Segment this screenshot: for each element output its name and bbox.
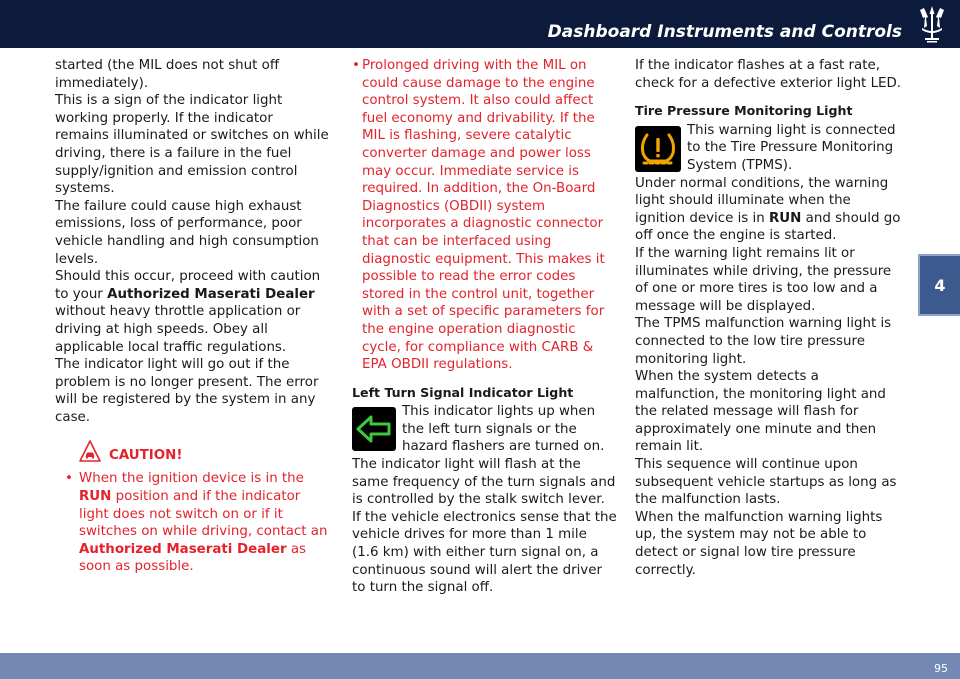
car-warning-icon (79, 440, 101, 464)
paragraph: If the vehicle electronics sense that the vehicle drives for more than 1 mile (1.6 km) with either turn signal on, a continuous sound will alert the driver to turn the signal off. (352, 509, 617, 596)
paragraph: This indicator lights up when the left turn signals or the hazard flashers are turned on. The indicator light will flash at the same frequency of the turn signals and is controlled by the stalk switch lever. (352, 404, 616, 508)
paragraph: If the indicator flashes at a fast rate, check for a defective exterior light LED. (635, 58, 902, 91)
page-footer (0, 653, 960, 679)
caution-heading (55, 440, 330, 464)
dealer-emphasis: Authorized Maserati Dealer (107, 286, 315, 302)
paragraph: The TPMS malfunction warning light is connected to the low tire pressure monitoring light. (635, 316, 892, 367)
chapter-tab[interactable] (918, 254, 960, 316)
tpms-description (635, 122, 903, 245)
column-3 (635, 57, 903, 579)
bullet-text: Prolonged driving with the MIL on could cause damage to the engine control system. It also could affect fuel economy and drivability. If the MIL is flashing, severe catalytic converter damage and power loss may occur. Immediate service is required. In addition, the On-Board Diagnostics (OBDII) system incorporates a diagnostic connector that can be interfaced using diagnostic equipment. This makes it possible to read the error codes stored in the control unit, together with a set of specific parameters for the engine operation diagnostic cycle, for compliance with CARB & EPA OBDII regulations. (362, 58, 605, 373)
page-number: 95 (934, 662, 948, 675)
caution-label: CAUTION! (109, 447, 183, 463)
trident-logo-icon (912, 4, 952, 46)
paragraph: This warning light is connected to the Tire Pressure Monitoring System (TPMS). (687, 122, 896, 173)
run-emphasis: RUN (79, 489, 112, 505)
text-run: as soon as possible. (79, 541, 307, 575)
run-emphasis: RUN (769, 210, 802, 226)
text-run: and should go off once the engine is started. (635, 210, 901, 244)
caution-bullet (352, 57, 617, 374)
paragraph: The indicator light will go out if the problem is no longer present. The error will be registered by the system in any case. (55, 357, 319, 425)
paragraph: This is a sign of the indicator light working properly. If the indicator remains illuminated or switches on while driving, there is a failure in the fuel supply/ignition and emission control systems. (55, 93, 329, 197)
text-run: position and if the indicator light does not switch on or if it switches on while driving, contact an (79, 489, 328, 540)
text-run: Should this occur, proceed with caution to your (55, 269, 321, 302)
column-2 (352, 57, 617, 597)
text-run: When the ignition device is in the (79, 471, 304, 487)
column-1 (55, 57, 330, 576)
page-header (0, 0, 960, 48)
paragraph: If the warning light remains lit or illuminates while driving, the pressure of one or more tires is too low and a message will be displayed. (635, 245, 892, 314)
text-run: Under normal conditions, the warning light should illuminate when the ignition device is in (635, 175, 889, 226)
paragraph (635, 175, 903, 245)
paragraph: The failure could cause high exhaust emissions, loss of performance, poor vehicle handling and high consumption levels. (55, 198, 319, 267)
turn-signal-heading: Left Turn Signal Indicator Light (352, 384, 574, 400)
tire-pressure-warning-icon (635, 126, 681, 172)
text-run: without heavy throttle application or driving at high speeds. Obey all applicable local traffic regulations. (55, 304, 301, 355)
turn-signal-description (352, 403, 617, 509)
paragraph: This sequence will continue upon subsequent vehicle startups as long as the malfunction lasts. (635, 457, 897, 508)
bullet-text (79, 470, 330, 576)
bullet-dot: • (65, 471, 73, 487)
paragraph: When the malfunction warning lights up, the system may not be able to detect or signal low tire pressure correctly. (635, 509, 883, 578)
paragraph (55, 268, 330, 356)
left-turn-arrow-icon (352, 407, 396, 451)
tpms-heading: Tire Pressure Monitoring Light (635, 103, 853, 119)
section-title: Dashboard Instruments and Controls (547, 22, 902, 42)
dealer-emphasis: Authorized Maserati Dealer (79, 541, 287, 557)
caution-bullet (55, 470, 330, 576)
bullet-dot: • (352, 58, 360, 73)
chapter-tab-label: 4 (934, 275, 946, 295)
paragraph: When the system detects a malfunction, the monitoring light and the related message will flash for approximately one minute and then remain lit. (635, 369, 886, 455)
paragraph: started (the MIL does not shut off immediately). (55, 58, 280, 91)
